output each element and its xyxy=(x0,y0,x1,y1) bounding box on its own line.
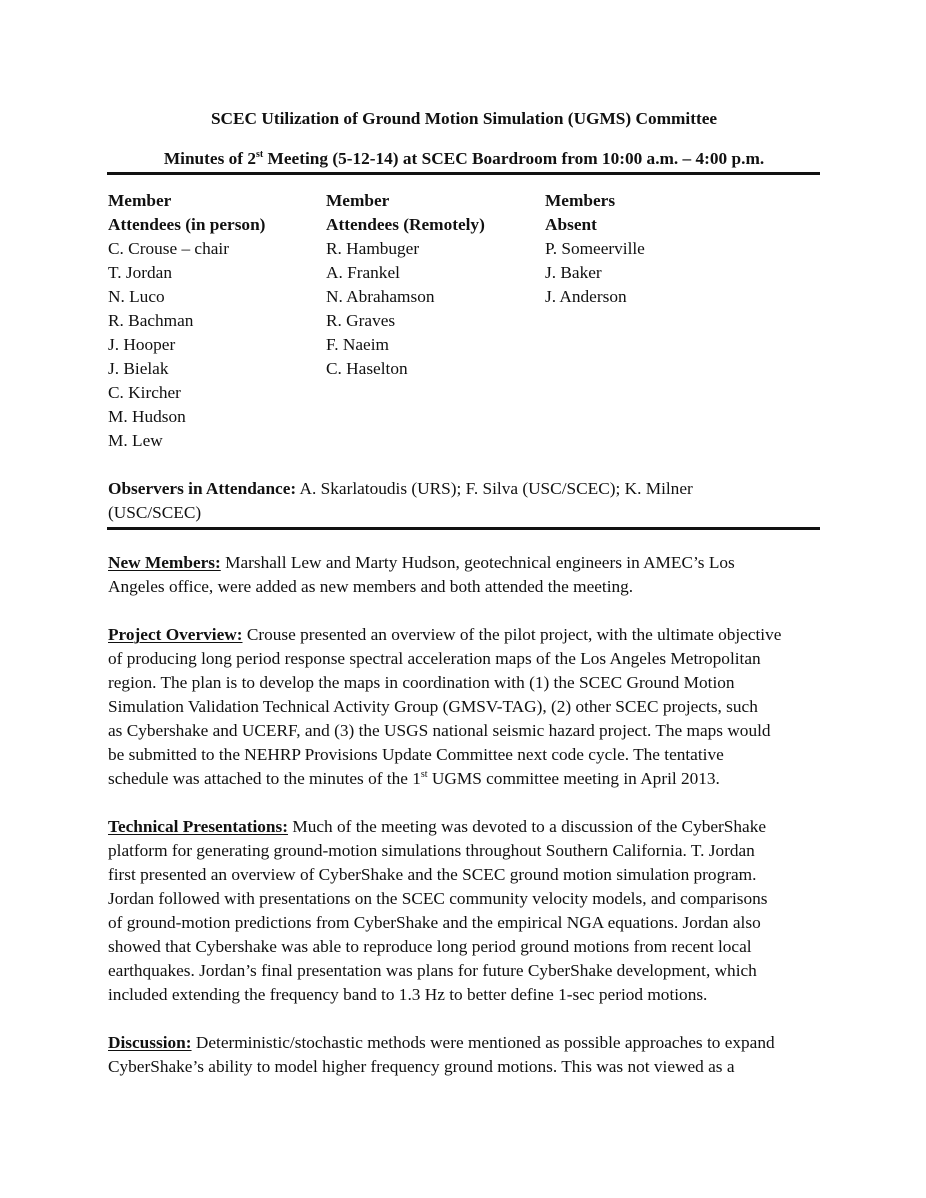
attendee-name: N. Abrahamson xyxy=(326,287,435,306)
document-title: SCEC Utilization of Ground Motion Simulation (UGMS) Committee xyxy=(210,109,718,128)
subtitle-superscript: st xyxy=(256,149,264,160)
column-heading: Absent xyxy=(545,215,597,234)
section-heading: Discussion: xyxy=(108,1033,192,1052)
paragraph-text: included extending the frequency band to 1.3 Hz to better define 1-sec period motions. xyxy=(108,985,708,1004)
paragraph-text-part: schedule was attached to the minutes of the 1 xyxy=(108,769,421,788)
attendance-divider xyxy=(107,527,820,530)
section-heading: Project Overview: xyxy=(108,625,243,644)
column-heading: Member xyxy=(108,191,172,210)
paragraph-text xyxy=(108,767,820,791)
attendee-name: C. Haselton xyxy=(326,359,408,378)
paragraph-text: CyberShake’s ability to model higher frequency ground motions. This was not viewed as a xyxy=(108,1057,735,1076)
section-technical-presentations xyxy=(108,815,820,1007)
attendee-name: N. Luco xyxy=(108,287,165,306)
attendee-name: J. Bielak xyxy=(108,359,169,378)
attendee-name: T. Jordan xyxy=(108,263,172,282)
attendee-name: A. Frankel xyxy=(326,263,400,282)
subtitle-prefix: Minutes of 2 xyxy=(163,149,256,168)
section-new-members xyxy=(108,551,820,599)
attendee-list xyxy=(108,237,326,453)
attendee-name: R. Graves xyxy=(326,311,396,330)
attendee-name: C. Crouse – chair xyxy=(108,239,229,258)
attendee-name: J. Hooper xyxy=(108,335,176,354)
subtitle-suffix: Meeting (5-12-14) at SCEC Boardroom from 10:00 a.m. – 4:00 p.m. xyxy=(263,149,765,168)
paragraph-text: Simulation Validation Technical Activity Group (GMSV-TAG), (2) other SCEC projects, such xyxy=(108,697,758,716)
paragraph-text: showed that Cybershake was able to reproduce long period ground motions from recent local xyxy=(108,937,752,956)
header-divider xyxy=(107,172,820,175)
attendee-name: J. Baker xyxy=(545,263,602,282)
ordinal-superscript: st xyxy=(420,769,428,780)
observers-text: (USC/SCEC) xyxy=(108,503,202,522)
attendee-list xyxy=(545,237,745,309)
section-project-overview xyxy=(108,623,820,791)
paragraph-text: region. The plan is to develop the maps in coordination with (1) the SCEC Ground Motion xyxy=(108,673,735,692)
column-absent xyxy=(545,189,745,309)
section-discussion xyxy=(108,1031,820,1079)
paragraph-text: Marshall Lew and Marty Hudson, geotechnical engineers in AMEC’s Los xyxy=(220,553,735,572)
paragraph-text: Much of the meeting was devoted to a discussion of the CyberShake xyxy=(288,817,767,836)
column-heading: Attendees (Remotely) xyxy=(326,215,485,234)
attendance-table xyxy=(108,189,820,459)
section-heading: Technical Presentations: xyxy=(108,817,289,836)
column-heading: Member xyxy=(326,191,390,210)
attendee-name: R. Bachman xyxy=(108,311,194,330)
attendee-list xyxy=(326,237,544,381)
observers-paragraph xyxy=(108,477,820,525)
document-subtitle xyxy=(108,147,820,171)
paragraph-text: Deterministic/stochastic methods were mentioned as possible approaches to expand xyxy=(191,1033,775,1052)
observers-label: Observers in Attendance: xyxy=(108,479,297,498)
attendee-name: M. Hudson xyxy=(108,407,186,426)
paragraph-text: earthquakes. Jordan’s final presentation was plans for future CyberShake development, which xyxy=(108,961,757,980)
paragraph-text-part: UGMS committee meeting in April 2013. xyxy=(427,769,720,788)
attendee-name: P. Someerville xyxy=(545,239,645,258)
paragraph-text: of producing long period response spectral acceleration maps of the Los Angeles Metropolitan xyxy=(108,649,761,668)
attendee-name: M. Lew xyxy=(108,431,163,450)
observers-text: A. Skarlatoudis (URS); F. Silva (USC/SCEC); K. Milner xyxy=(296,479,693,498)
paragraph-text: Crouse presented an overview of the pilot project, with the ultimate objective xyxy=(242,625,782,644)
attendee-name: C. Kircher xyxy=(108,383,181,402)
paragraph-text: first presented an overview of CyberShake and the SCEC ground motion simulation program. xyxy=(108,865,757,884)
paragraph-text: as Cybershake and UCERF, and (3) the USGS national seismic hazard project. The maps would xyxy=(108,721,771,740)
paragraph-text: Angeles office, were added as new members and both attended the meeting. xyxy=(108,577,634,596)
paragraph-text: platform for generating ground-motion simulations throughout Southern California. T. Jordan xyxy=(108,841,755,860)
attendee-name: R. Hambuger xyxy=(326,239,420,258)
paragraph-text: Jordan followed with presentations on the SCEC community velocity models, and comparisons xyxy=(108,889,768,908)
column-heading: Members xyxy=(545,191,616,210)
column-in-person xyxy=(108,189,326,453)
column-heading: Attendees (in person) xyxy=(108,215,266,234)
paragraph-text: be submitted to the NEHRP Provisions Update Committee next code cycle. The tentative xyxy=(108,745,724,764)
paragraph-text: of ground-motion predictions from CyberShake and the empirical NGA equations. Jordan also xyxy=(108,913,761,932)
attendee-name: J. Anderson xyxy=(545,287,627,306)
section-heading: New Members: xyxy=(108,553,221,572)
column-remote xyxy=(326,189,544,381)
attendee-name: F. Naeim xyxy=(326,335,389,354)
